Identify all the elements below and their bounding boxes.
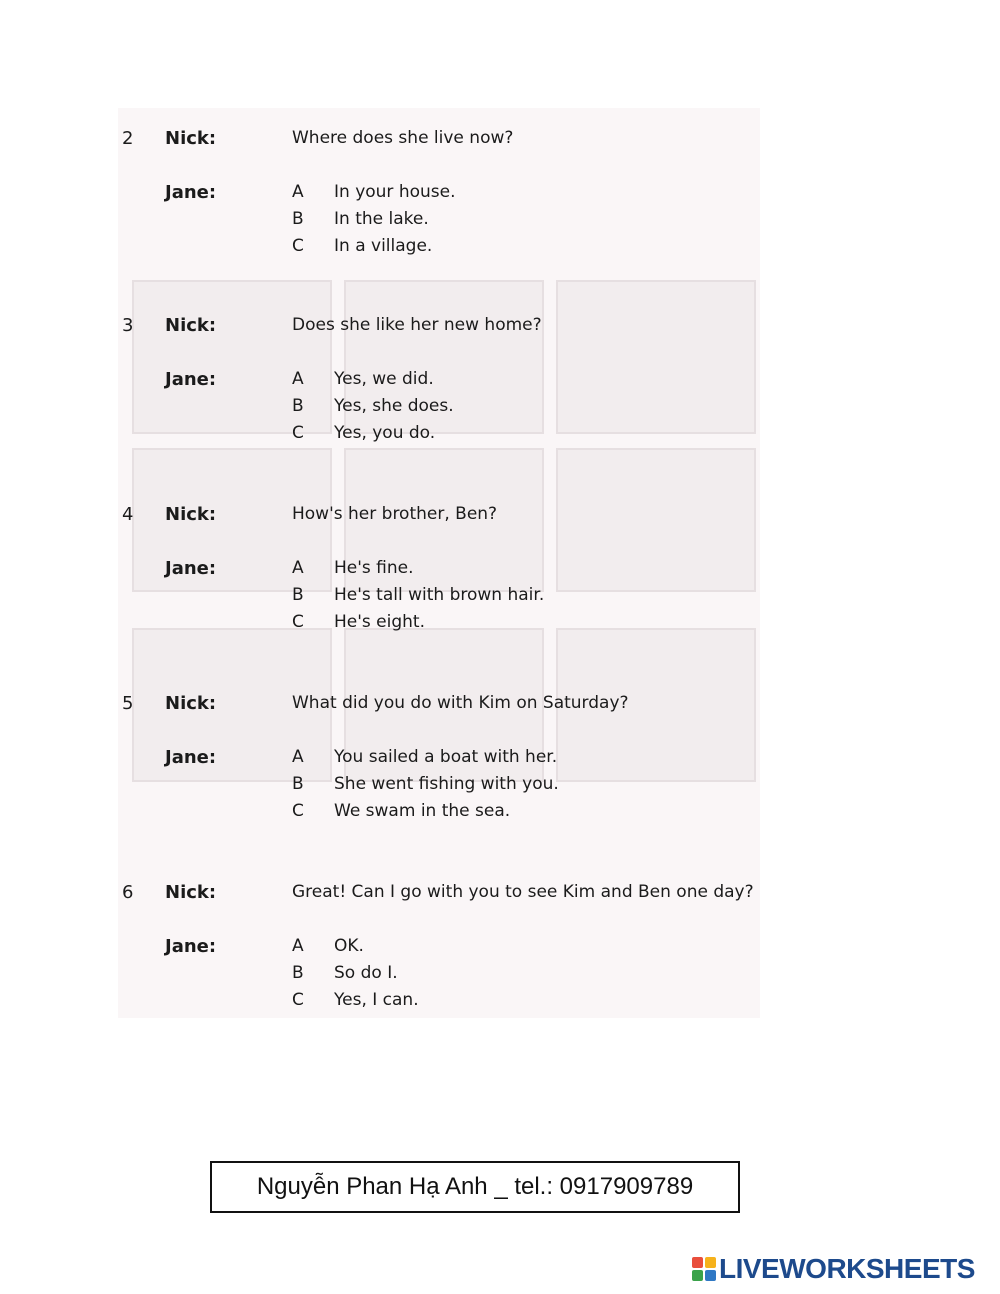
option-text: We swam in the sea. xyxy=(334,801,511,821)
option-text: He's fine. xyxy=(334,558,414,578)
answer-option[interactable] xyxy=(292,774,559,794)
speaker-jane: Jane: xyxy=(165,936,217,957)
answer-option[interactable] xyxy=(292,612,425,632)
question-text: Where does she live now? xyxy=(292,128,514,148)
speaker-nick: Nick: xyxy=(165,315,217,336)
option-letter: C xyxy=(292,801,304,821)
question-number: 2 xyxy=(122,128,134,149)
logo-square-green xyxy=(692,1270,703,1281)
option-letter: B xyxy=(292,585,304,605)
answer-option[interactable] xyxy=(292,236,432,256)
question-number: 5 xyxy=(122,693,134,714)
option-letter: A xyxy=(292,182,304,202)
answer-option[interactable] xyxy=(292,369,434,389)
logo-square-red xyxy=(692,1257,703,1268)
question-number: 4 xyxy=(122,504,134,525)
logo-square-blue xyxy=(705,1270,716,1281)
option-letter: A xyxy=(292,936,304,956)
question-number: 3 xyxy=(122,315,134,336)
speaker-nick: Nick: xyxy=(165,128,217,149)
speaker-jane: Jane: xyxy=(165,747,217,768)
option-text: Yes, you do. xyxy=(334,423,436,443)
speaker-nick: Nick: xyxy=(165,504,217,525)
option-text: In a village. xyxy=(334,236,433,256)
question-number: 6 xyxy=(122,882,134,903)
ghost-picture-frame xyxy=(556,448,756,592)
option-text: You sailed a boat with her. xyxy=(334,747,558,767)
question-text: How's her brother, Ben? xyxy=(292,504,498,524)
speaker-jane: Jane: xyxy=(165,558,217,579)
answer-option[interactable] xyxy=(292,423,435,443)
option-letter: A xyxy=(292,747,304,767)
question-text: Great! Can I go with you to see Kim and Ben one day? xyxy=(292,882,754,902)
option-text: Yes, I can. xyxy=(334,990,419,1010)
answer-option[interactable] xyxy=(292,936,364,956)
option-text: She went fishing with you. xyxy=(334,774,559,794)
answer-option[interactable] xyxy=(292,990,419,1010)
author-credit-text: Nguyễn Phan Hạ Anh _ tel.: 0917909789 xyxy=(256,1173,694,1200)
answer-option[interactable] xyxy=(292,396,454,416)
option-text: In the lake. xyxy=(334,209,429,229)
liveworksheets-logo[interactable] xyxy=(692,1252,975,1286)
speaker-nick: Nick: xyxy=(165,882,217,903)
option-letter: C xyxy=(292,612,304,632)
option-text: Yes, we did. xyxy=(334,369,434,389)
option-text: He's tall with brown hair. xyxy=(334,585,545,605)
answer-option[interactable] xyxy=(292,209,429,229)
option-letter: B xyxy=(292,963,304,983)
brand-name: LIVEWORKSHEETS xyxy=(719,1253,975,1284)
speaker-jane: Jane: xyxy=(165,182,217,203)
question-text: What did you do with Kim on Saturday? xyxy=(292,693,629,713)
answer-option[interactable] xyxy=(292,585,544,605)
option-letter: B xyxy=(292,774,304,794)
speaker-nick: Nick: xyxy=(165,693,217,714)
answer-option[interactable] xyxy=(292,182,456,202)
answer-option[interactable] xyxy=(292,558,414,578)
answer-option[interactable] xyxy=(292,801,510,821)
option-text: OK. xyxy=(334,936,364,956)
author-credit-box xyxy=(210,1161,740,1213)
option-letter: C xyxy=(292,236,304,256)
logo-square-yellow xyxy=(705,1257,716,1268)
option-text: So do I. xyxy=(334,963,398,983)
option-letter: A xyxy=(292,369,304,389)
option-letter: C xyxy=(292,990,304,1010)
option-letter: B xyxy=(292,209,304,229)
option-text: In your house. xyxy=(334,182,456,202)
option-letter: C xyxy=(292,423,304,443)
option-letter: A xyxy=(292,558,304,578)
question-text: Does she like her new home? xyxy=(292,315,542,335)
answer-option[interactable] xyxy=(292,963,398,983)
option-text: Yes, she does. xyxy=(334,396,454,416)
speaker-jane: Jane: xyxy=(165,369,217,390)
answer-option[interactable] xyxy=(292,747,557,767)
liveworksheets-icon xyxy=(692,1257,716,1281)
option-text: He's eight. xyxy=(334,612,425,632)
option-letter: B xyxy=(292,396,304,416)
ghost-picture-frame xyxy=(556,280,756,434)
